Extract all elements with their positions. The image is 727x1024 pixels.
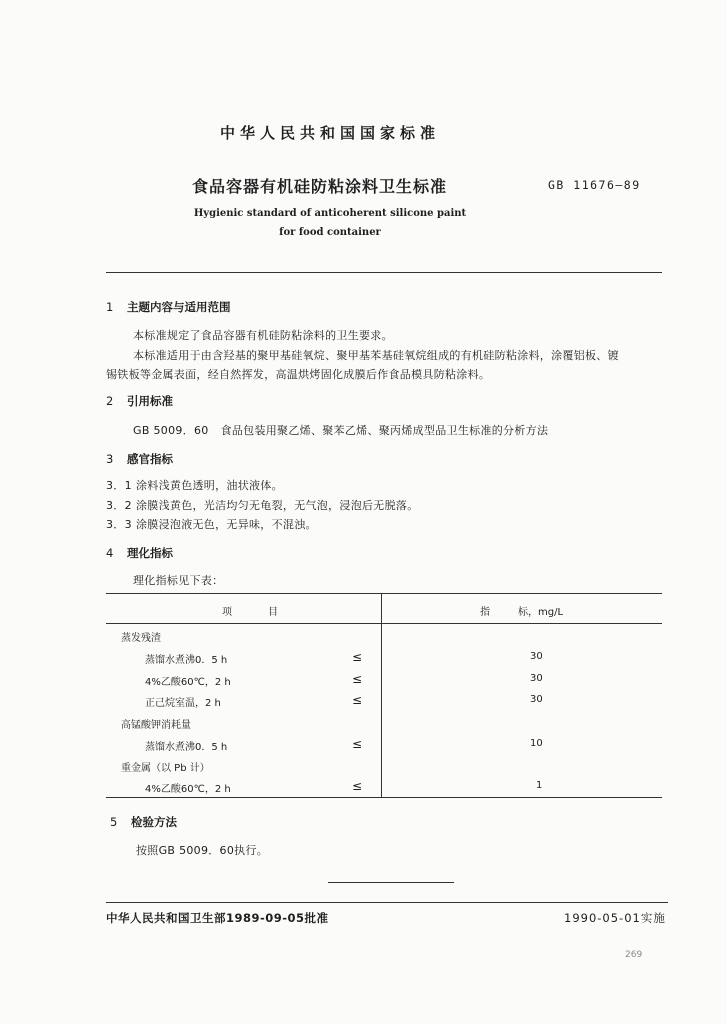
table-row-label: 蒸发残渣 xyxy=(121,633,161,644)
sensory-item-text: 涂膜浅黄色，光洁均匀无龟裂，无气泡，浸泡后无脱落。 xyxy=(136,499,419,512)
section-2-title: 引用标准 xyxy=(127,394,173,408)
le-symbol: ≤ xyxy=(352,779,363,793)
reference-title: 食品包装用聚乙烯、聚苯乙烯、聚丙烯成型品卫生标准的分析方法 xyxy=(220,424,549,437)
section-4-number: 4 xyxy=(106,546,114,560)
section-1-paragraph-2a: 本标准适用于由含羟基的聚甲基硅氧烷、聚甲基苯基硅氧烷组成的有机硅防粘涂料，涂覆铝板、镀 xyxy=(133,349,619,362)
table-bottom-rule xyxy=(106,797,662,798)
section-3-title: 感官指标 xyxy=(127,452,173,466)
table-row-label: 蒸馏水煮沸0．5 h xyxy=(145,655,228,666)
table-row-value: 1 xyxy=(536,780,543,791)
table-row-label: 正己烷室温，2 h xyxy=(145,698,221,709)
normative-reference xyxy=(133,422,548,438)
section-1-paragraph-2b: 锡铁板等金属表面，经自然挥发，高温烘烤固化成膜后作食品模具防粘涂料。 xyxy=(106,368,491,381)
table-intro: 理化指标见下表： xyxy=(133,574,224,587)
sensory-item xyxy=(106,516,317,532)
le-symbol: ≤ xyxy=(352,693,363,707)
footer-rule xyxy=(106,902,668,903)
section-3-heading xyxy=(106,451,173,467)
section-4-heading xyxy=(106,545,173,561)
sensory-item-text: 涂料浅黄色透明，油状液体。 xyxy=(136,479,283,492)
end-rule xyxy=(328,882,454,883)
page-number: 269 xyxy=(625,950,643,960)
table-row-value: 30 xyxy=(530,651,543,662)
table-row-label: 高锰酸钾消耗量 xyxy=(121,720,191,731)
section-5-title: 检验方法 xyxy=(131,815,177,829)
column-header-item xyxy=(222,603,278,618)
column-header-item-a: 项 xyxy=(222,607,232,618)
section-3-number: 3 xyxy=(106,452,114,466)
table-row-label: 重金属（以 Pb 计） xyxy=(121,763,210,774)
table-row-value: 10 xyxy=(530,738,543,749)
section-1-number: 1 xyxy=(106,300,114,314)
english-title-line1: Hygienic standard of anticoherent silicone paint xyxy=(193,208,467,219)
sensory-item-number: 3．2 xyxy=(106,499,132,512)
section-5-text: 按照GB 5009．60执行。 xyxy=(136,844,269,857)
section-2-heading xyxy=(106,393,173,409)
approval-line: 中华人民共和国卫生部1989-09-05批准 xyxy=(106,911,329,925)
sensory-item-number: 3．1 xyxy=(106,479,132,492)
standard-code: GB 11676—89 xyxy=(548,178,641,192)
effective-date: 1990-05-01实施 xyxy=(564,911,666,925)
column-header-item-b: 目 xyxy=(268,607,278,618)
table-header-rule xyxy=(106,623,662,624)
table-row-label: 4%乙酸60℃，2 h xyxy=(145,784,231,795)
table-row-value: 30 xyxy=(530,694,543,705)
standard-title: 食品容器有机硅防粘涂料卫生标准 xyxy=(192,177,448,196)
section-2-number: 2 xyxy=(106,394,114,408)
section-1-heading xyxy=(106,299,231,315)
column-header-index xyxy=(480,603,563,618)
table-row-value: 30 xyxy=(530,673,543,684)
sensory-item xyxy=(106,477,283,493)
sensory-item-number: 3．3 xyxy=(106,518,132,531)
section-5-number: 5 xyxy=(110,815,118,829)
section-1-paragraph-1: 本标准规定了食品容器有机硅防粘涂料的卫生要求。 xyxy=(133,329,393,342)
section-1-title: 主题内容与适用范围 xyxy=(127,300,231,314)
sensory-item-text: 涂膜浸泡液无色，无异味，不混浊。 xyxy=(136,518,317,531)
section-4-title: 理化指标 xyxy=(127,546,173,560)
table-row-label: 4%乙酸60℃，2 h xyxy=(145,677,231,688)
sensory-item xyxy=(106,497,419,513)
english-title-line2: for food container xyxy=(279,227,381,238)
column-header-index-a: 指 xyxy=(480,607,490,618)
le-symbol: ≤ xyxy=(352,737,363,751)
le-symbol: ≤ xyxy=(352,672,363,686)
issuing-body-header: 中华人民共和国国家标准 xyxy=(219,124,440,142)
title-divider xyxy=(106,272,662,273)
table-top-rule xyxy=(106,593,662,594)
table-column-divider xyxy=(381,593,382,797)
table-row-label: 蒸馏水煮沸0．5 h xyxy=(145,742,228,753)
column-header-index-b: 标，mg/L xyxy=(518,607,564,618)
section-5-heading xyxy=(110,814,177,830)
le-symbol: ≤ xyxy=(352,650,363,664)
reference-code: GB 5009．60 xyxy=(133,424,209,437)
